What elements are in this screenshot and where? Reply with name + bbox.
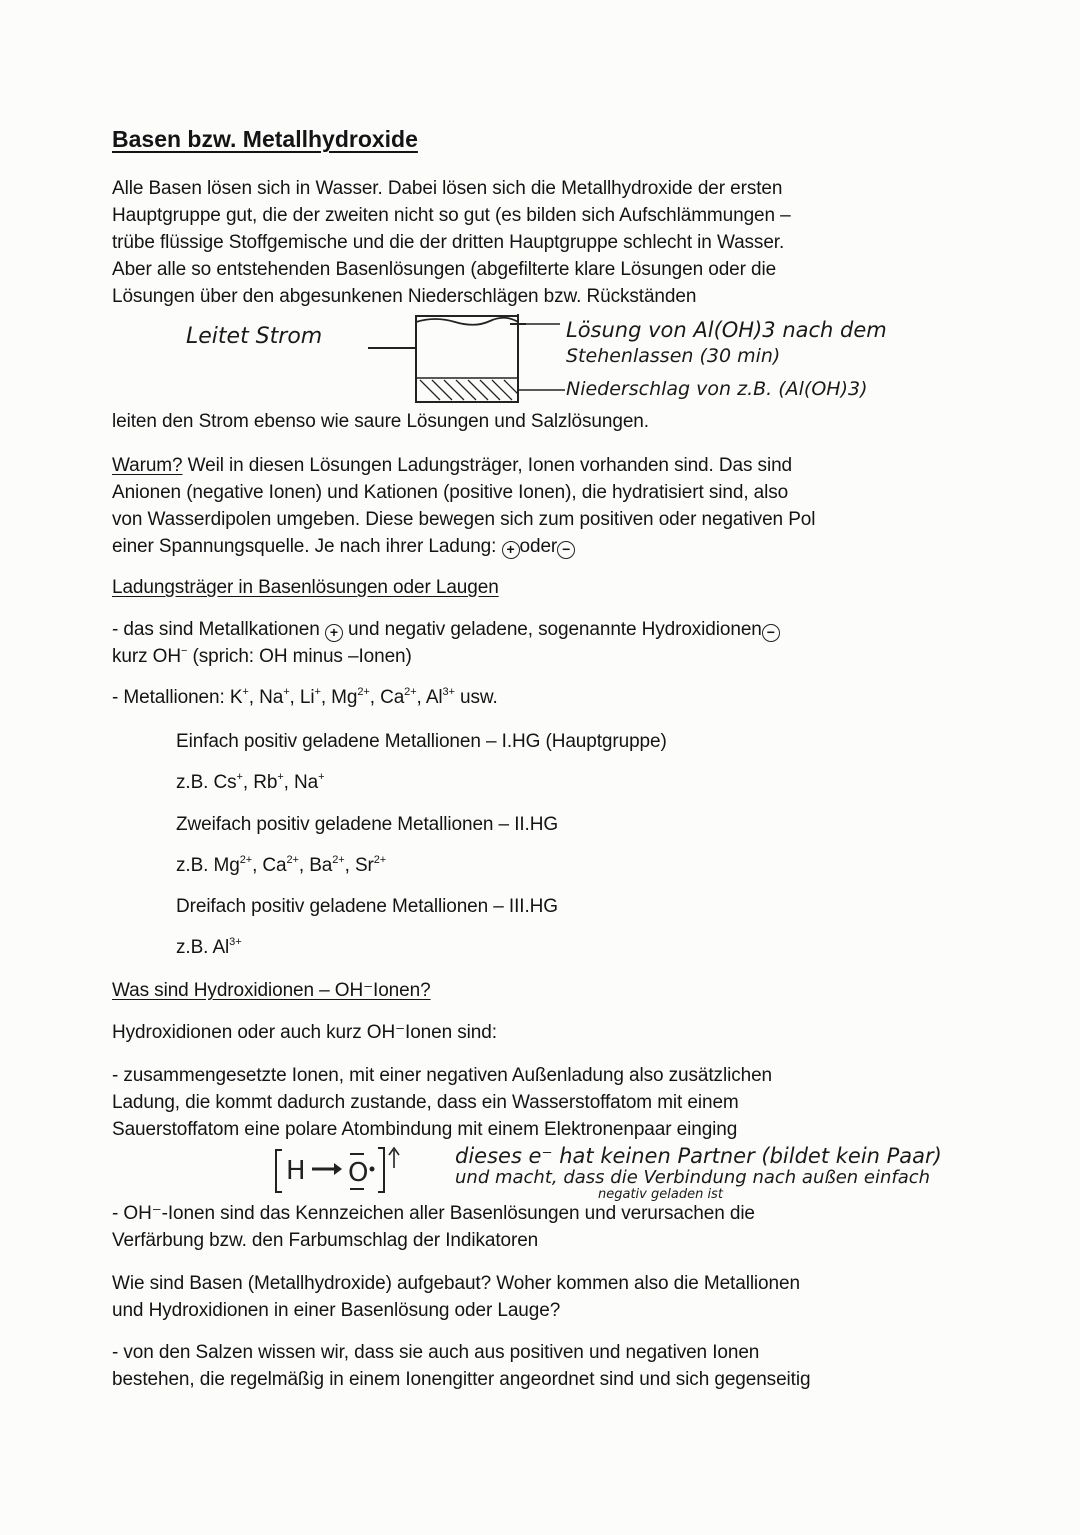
oh-point-1: - OH⁻-Ionen sind das Kennzeichen aller Basenlösungen und verursachen die [112,1203,755,1224]
ion-charge: + [242,686,249,698]
ion-separator: , [320,687,332,708]
ion-symbol: Ca [262,855,287,876]
ion-charge: 2+ [373,854,387,866]
formula-o: O [348,1158,369,1188]
ion-charge: + [236,771,243,783]
group-3-prefix: z.B. [176,937,213,958]
ion-charge: 2+ [404,686,417,698]
ion-symbol: Ca [380,687,405,708]
ion-charge: + [318,771,325,783]
hydroxide-formula-drawing [268,1144,438,1200]
plus-circle-icon: + [325,624,343,642]
ion-separator: , [298,855,310,876]
ion-symbol: Al [212,937,230,958]
group-2-examples [176,852,386,879]
ladung-line-1 [112,616,780,643]
ladung-line-2 [112,643,412,670]
group-2-label: Zweifach positiv geladene Metallionen – II.HG [176,814,559,835]
warum-line-4 [112,533,575,560]
group-1-ion-list [214,772,325,793]
question-line-2: und Hydroxidionen in einer Basenlösung oder Lauge? [112,1300,561,1321]
metallionen-suffix: usw. [454,687,498,708]
warum-line-1-text: Weil in diesen Lösungen Ladungsträger, Ionen vorhanden sind. Das sind [182,455,793,476]
ion-charge: + [283,686,290,698]
intro-line-4: Aber alle so entstehenden Basenlösungen (abgefilterte klare Lösungen oder die [112,259,777,280]
group-3-ion-list [212,937,241,958]
document-title: Basen bzw. Metallhydroxide [112,126,418,152]
question-line-1: Wie sind Basen (Metallhydroxide) aufgebaut? Woher kommen also die Metallionen [112,1273,800,1294]
oh-point-2: Verfärbung bzw. den Farbumschlag der Indikatoren [112,1230,539,1251]
minus-circle-icon: − [762,624,780,642]
ion-charge: + [277,771,284,783]
plus-circle-icon: + [502,541,520,559]
group-1-examples [176,769,324,796]
group-1-label: Einfach positiv geladene Metallionen – I.HG (Hauptgruppe) [176,731,667,752]
hydroxid-point-3: Sauerstoffatom eine polare Atombindung mit einem Elektronenpaar einging [112,1119,738,1140]
sketch-label-top1: Lösung von Al(OH)3 nach dem [566,318,887,342]
hydroxid-point-2: Ladung, die kommt dadurch zustande, dass ein Wasserstoffatom mit einem [112,1092,739,1113]
ion-symbol: Mg [331,687,358,708]
ion-separator: , [283,772,295,793]
intro-line-2: Hauptgruppe gut, die der zweiten nicht so gut (es bilden sich Aufschlämmungen – [112,205,791,226]
warum-line-3: von Wasserdipolen umgeben. Diese bewegen sich zum positiven oder negativen Pol [112,509,816,530]
ladung-line-1a: - das sind Metallkationen [112,619,325,640]
ion-separator: , [289,687,300,708]
ion-charge: + [314,686,321,698]
beaker-sketch [360,310,580,414]
formula-h: H [286,1156,306,1186]
ion-charge: 3+ [229,936,242,948]
sketch-label-top2: Stehenlassen (30 min) [566,345,781,367]
ion-separator: , [344,855,355,876]
hydroxid-intro: Hydroxidionen oder auch kurz OH⁻Ionen sind: [112,1022,497,1043]
ion-charge: 2+ [239,854,253,866]
salts-line-1: - von den Salzen wissen wir, dass sie auch aus positiven und negativen Ionen [112,1342,760,1363]
metallionen-line [112,684,498,711]
ion-symbol: Rb [253,772,278,793]
salts-line-2: bestehen, die regelmäßig in einem Ionengitter angeordnet sind und sich gegenseitig [112,1369,811,1390]
ion-separator: , [369,687,381,708]
ion-symbol: Mg [213,855,240,876]
ladung-heading: Ladungsträger in Basenlösungen oder Laugen [112,577,499,598]
after-sketch-line: leiten den Strom ebenso wie saure Lösungen und Salzlösungen. [112,411,649,432]
sketch-label-left: Leitet Strom [186,324,323,349]
ion-symbol: Li [299,687,315,708]
hydroxid-point-1: - zusammengesetzte Ionen, mit einer negativen Außenladung also zusätzlichen [112,1065,773,1086]
sketch-label-bottom: Niederschlag von z.B. (Al(OH)3) [566,378,868,400]
ion-charge: 2+ [286,854,299,866]
ion-separator: , [416,687,426,708]
warum-label: Warum? [112,455,183,476]
group-3-examples [176,934,242,961]
warum-line-4-text: einer Spannungsquelle. Je nach ihrer Ladung: [112,536,502,557]
intro-line-3: trübe flüssige Stoffgemische und die der dritten Hauptgruppe schlecht in Wasser. [112,232,785,253]
ion-charge: 3+ [442,686,455,698]
ion-symbol: Sr [354,855,374,876]
hand-note-1: dieses e⁻ hat keinen Partner (bildet kein Paar) [455,1144,942,1168]
ion-charge: 2+ [357,686,370,698]
ion-symbol: Al [425,687,443,708]
hand-note-3: negativ geladen ist [598,1187,723,1202]
group-1-prefix: z.B. [176,772,214,793]
ion-charge: 2+ [332,854,345,866]
oder-text: oder [519,536,558,557]
ion-separator: , [252,855,263,876]
metallionen-list [230,687,455,708]
ion-separator: , [242,772,254,793]
ion-symbol: K [229,687,243,708]
group-2-prefix: z.B. [176,855,214,876]
oh-charge: − [180,645,188,657]
intro-line-5: Lösungen über den abgesunkenen Niederschlägen bzw. Rückständen [112,286,697,307]
warum-line-1 [112,452,792,479]
ladung-line-2b: (sprich: OH minus –Ionen) [187,646,412,667]
intro-line-1: Alle Basen lösen sich in Wasser. Dabei lösen sich die Metallhydroxide der ersten [112,178,783,199]
metallionen-prefix: - Metallionen: [112,687,230,708]
warum-line-2: Anionen (negative Ionen) und Kationen (positive Ionen), die hydratisiert sind, also [112,482,789,503]
hydroxid-heading: Was sind Hydroxidionen – OH⁻Ionen? [112,980,431,1001]
ion-symbol: Na [259,687,284,708]
ladung-line-1b: und negativ geladene, sogenannte Hydroxidionen [342,619,762,640]
ion-symbol: Ba [309,855,333,876]
group-3-label: Dreifach positiv geladene Metallionen – III.HG [176,896,558,917]
ion-separator: , [248,687,260,708]
hand-note-2: und macht, dass die Verbindung nach außen einfach [455,1167,931,1188]
minus-circle-icon: − [557,541,575,559]
ion-symbol: Cs [213,772,237,793]
ion-symbol: Na [294,772,319,793]
group-2-ion-list [214,855,387,876]
ladung-line-2a: kurz OH [112,646,181,667]
